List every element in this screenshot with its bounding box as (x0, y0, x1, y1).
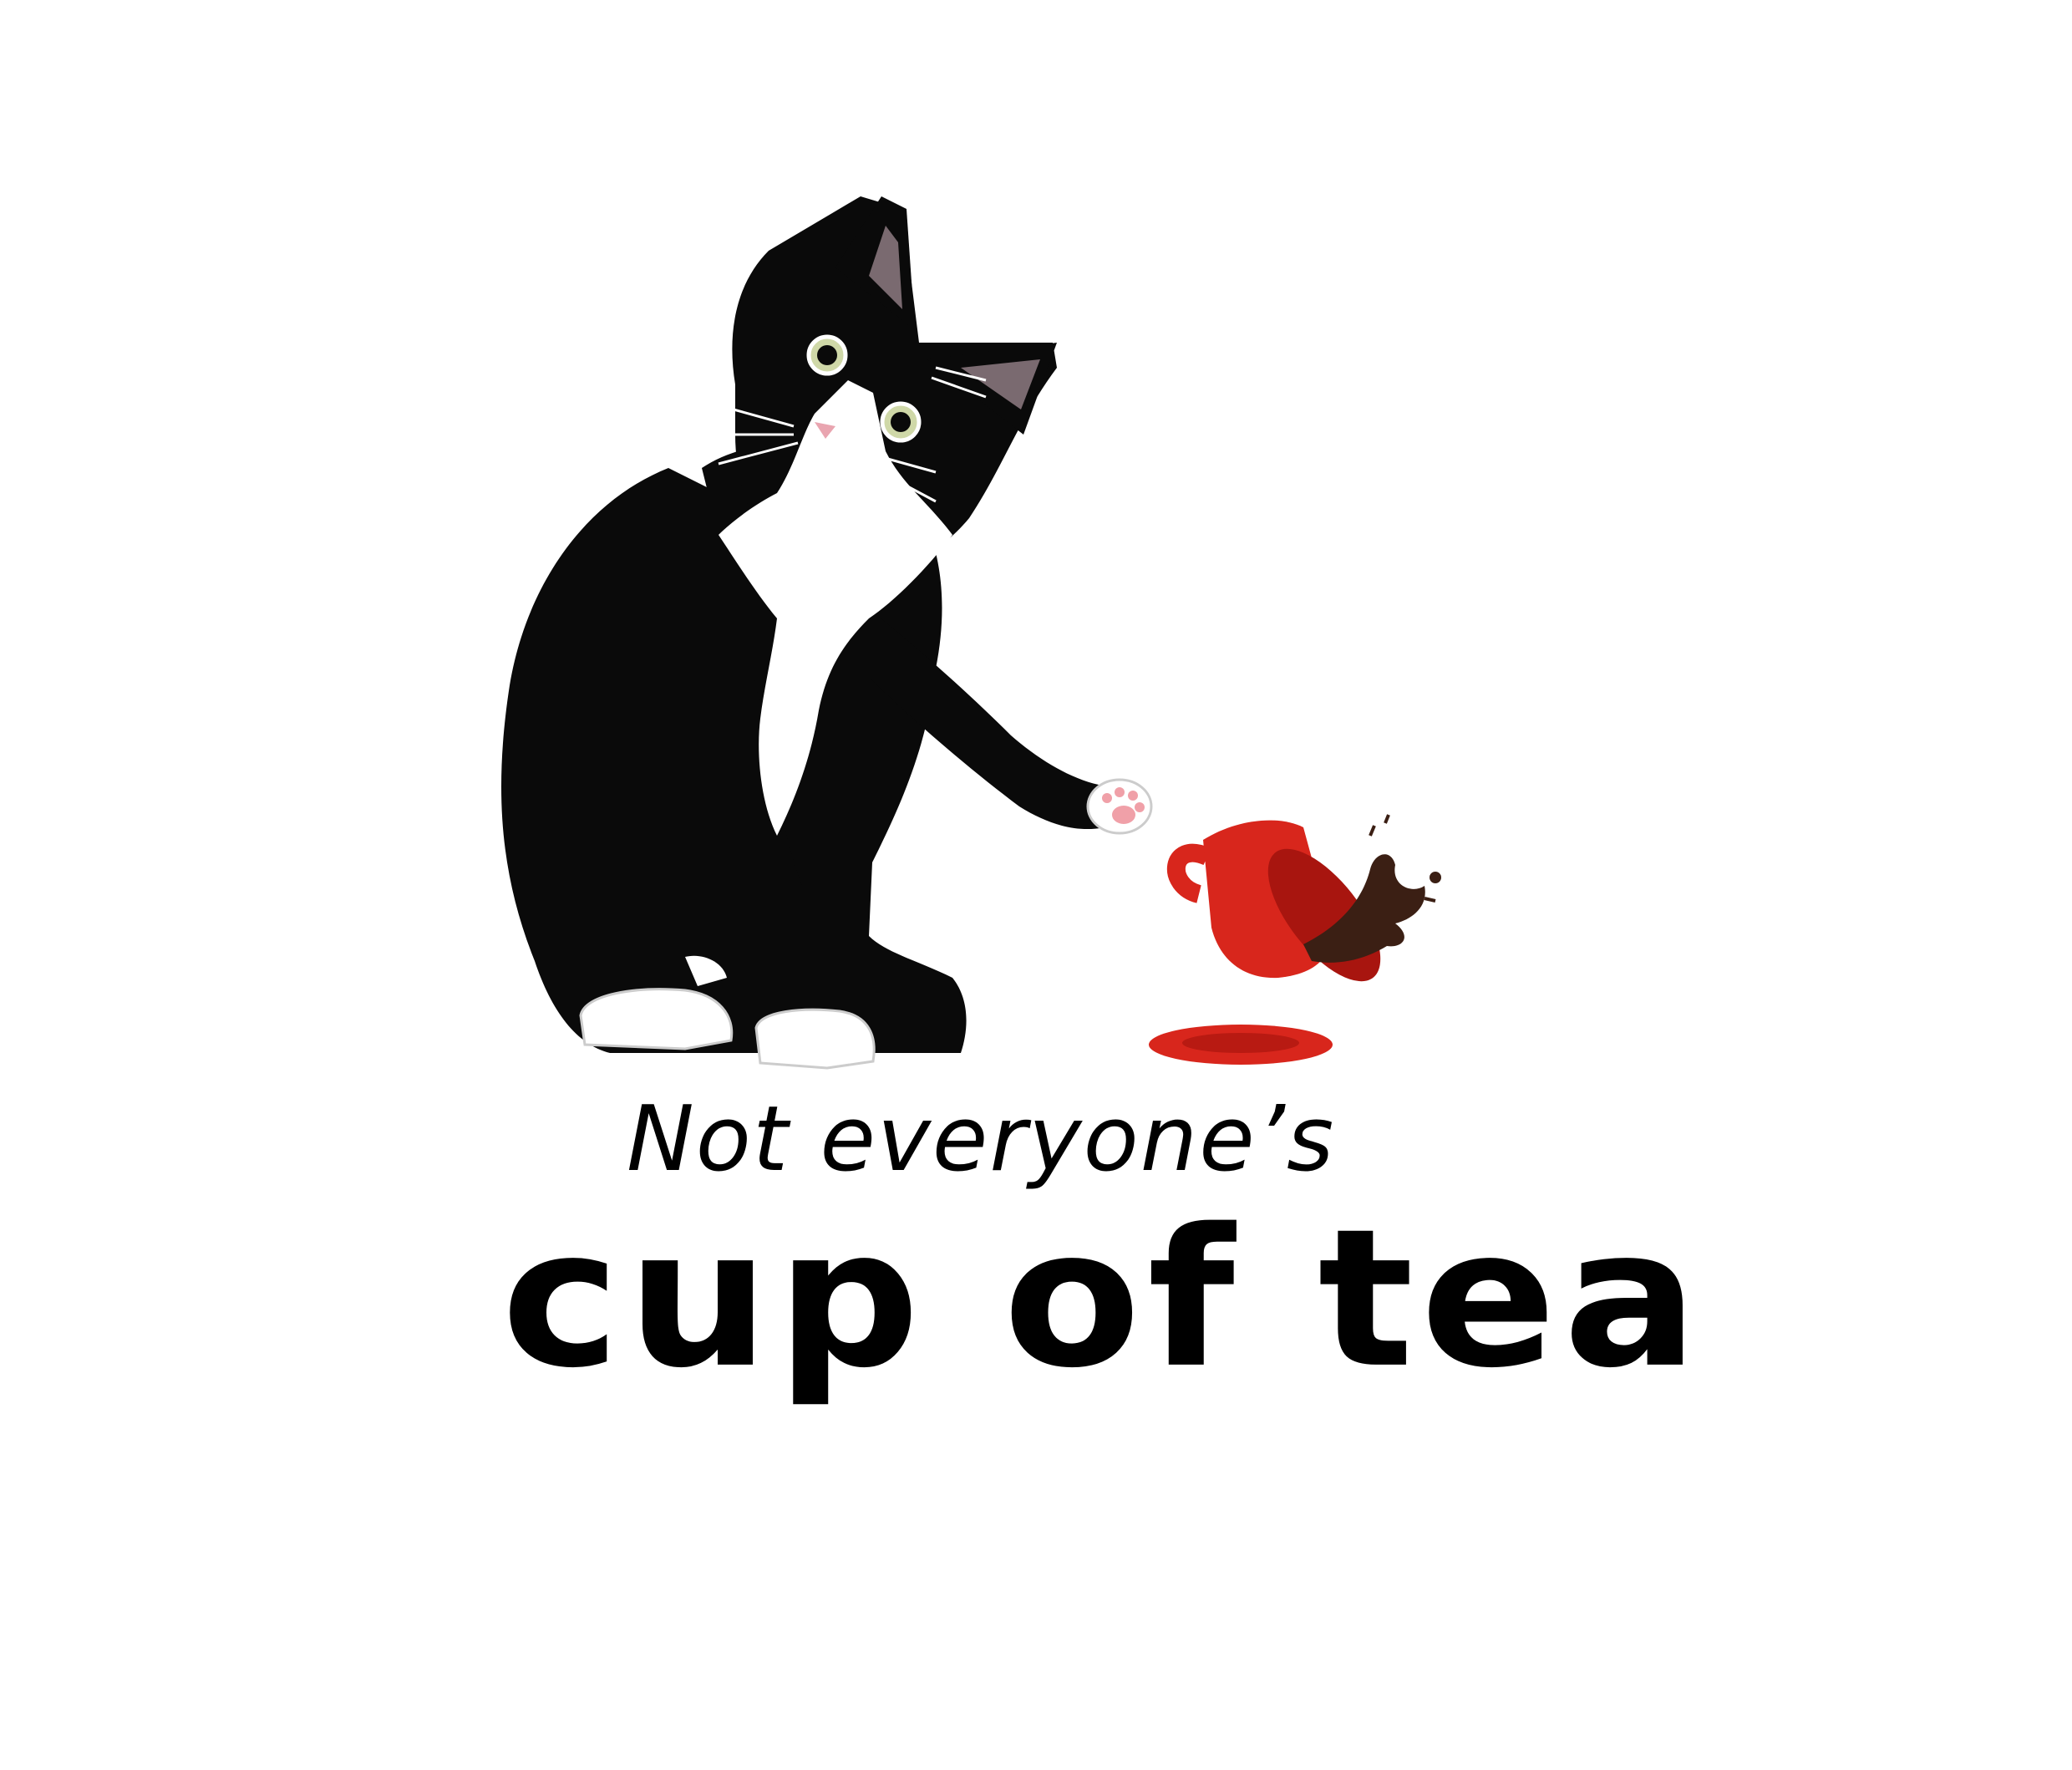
cat-eye-left (809, 337, 846, 374)
cat-front-paw-right (756, 1010, 874, 1068)
cat-raised-paw (1088, 780, 1151, 833)
caption-line-1: Not everyone’s (627, 1087, 1336, 1192)
saucer-inner (1182, 1033, 1299, 1053)
cat-front-paw-left (581, 989, 732, 1049)
tuxedo-cat (501, 196, 1151, 1068)
tipping-cup (1176, 815, 1440, 999)
caption-line-2: cup of tea (501, 1188, 1705, 1410)
cat-eye-right (882, 404, 919, 440)
cup-handle (1176, 853, 1207, 894)
